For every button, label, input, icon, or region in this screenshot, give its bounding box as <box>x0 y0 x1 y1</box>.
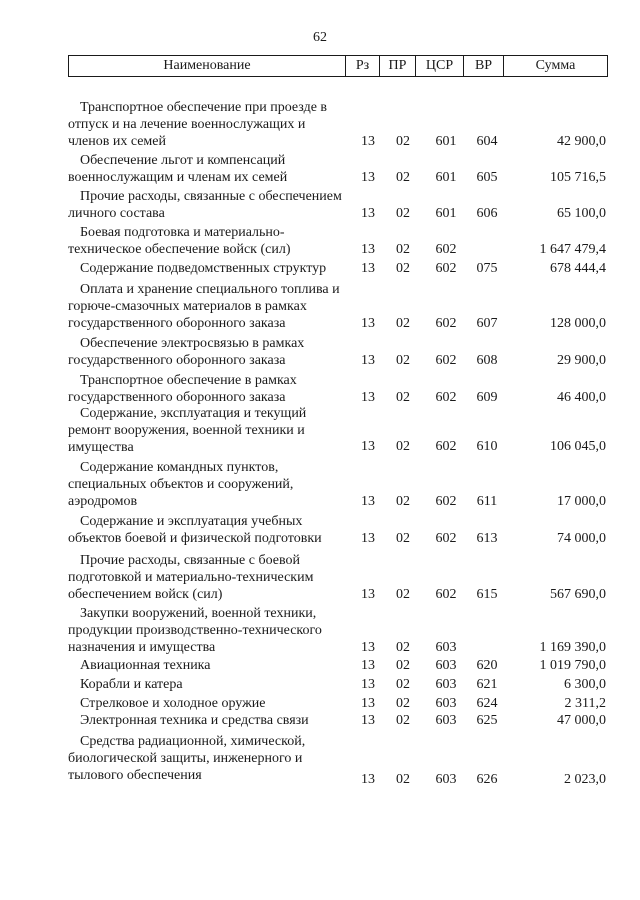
row-csr: 602 <box>435 261 457 276</box>
row-name: Транспортное обеспечение при проезде в отпуск и на лечение военнослужащих и членов их семей <box>68 100 328 149</box>
row-rz: 13 <box>361 316 375 331</box>
row-vr: 075 <box>476 261 498 276</box>
row-pr: 02 <box>396 316 410 331</box>
row-sum: 2 311,2 <box>564 696 606 711</box>
row-vr: 611 <box>476 494 498 509</box>
row-csr: 603 <box>435 696 457 711</box>
row-vr: 625 <box>476 713 498 728</box>
row-vr: 613 <box>476 531 498 546</box>
row-vr: 615 <box>476 587 498 602</box>
row-pr: 02 <box>396 242 410 257</box>
row-csr: 601 <box>435 134 457 149</box>
row-vr: 620 <box>476 658 498 673</box>
row-pr: 02 <box>396 494 410 509</box>
row-csr: 602 <box>435 494 457 509</box>
row-vr: 607 <box>476 316 498 331</box>
row-name: Средства радиационной, химической, биологической защиты, инженерного и тылового обеспечения <box>68 734 306 783</box>
row-rz: 13 <box>361 658 375 673</box>
row-sum: 42 900,0 <box>557 134 606 149</box>
row-pr: 02 <box>396 640 410 655</box>
row-sum: 1 019 790,0 <box>539 658 606 673</box>
row-csr: 601 <box>435 206 457 221</box>
row-name: Электронная техника и средства связи <box>80 713 309 728</box>
row-csr: 602 <box>435 390 457 405</box>
row-sum: 29 900,0 <box>557 353 606 368</box>
row-csr: 602 <box>435 531 457 546</box>
row-name: Боевая подготовка и материально-техническое обеспечение войск (сил) <box>68 225 291 257</box>
page-number: 62 <box>313 30 327 45</box>
row-pr: 02 <box>396 134 410 149</box>
row-pr: 02 <box>396 261 410 276</box>
row-vr: 608 <box>476 353 498 368</box>
row-name: Содержание, эксплуатация и текущий ремонт вооружения, военной техники и имущества <box>68 406 307 455</box>
row-sum: 678 444,4 <box>550 261 606 276</box>
row-name: Прочие расходы, связанные с боевой подготовкой и материально-техническим обеспечением войск (сил) <box>68 553 314 602</box>
row-pr: 02 <box>396 713 410 728</box>
column-header-vr: ВР <box>463 56 503 76</box>
row-csr: 602 <box>435 316 457 331</box>
row-sum: 567 690,0 <box>550 587 606 602</box>
row-vr: 621 <box>476 677 498 692</box>
row-rz: 13 <box>361 134 375 149</box>
row-pr: 02 <box>396 170 410 185</box>
row-pr: 02 <box>396 772 410 787</box>
row-csr: 603 <box>435 677 457 692</box>
row-name: Стрелковое и холодное оружие <box>80 696 266 711</box>
row-name: Обеспечение льгот и компенсаций военнослужащим и членам их семей <box>68 153 288 185</box>
row-vr: 610 <box>476 439 498 454</box>
row-sum: 46 400,0 <box>557 390 606 405</box>
row-pr: 02 <box>396 206 410 221</box>
row-vr: 606 <box>476 206 498 221</box>
row-sum: 74 000,0 <box>557 531 606 546</box>
row-csr: 603 <box>435 658 457 673</box>
row-pr: 02 <box>396 531 410 546</box>
column-header-sum: Сумма <box>503 56 607 76</box>
row-rz: 13 <box>361 696 375 711</box>
row-sum: 65 100,0 <box>557 206 606 221</box>
row-pr: 02 <box>396 677 410 692</box>
row-rz: 13 <box>361 713 375 728</box>
row-rz: 13 <box>361 390 375 405</box>
row-sum: 1 647 479,4 <box>539 242 606 257</box>
row-name: Оплата и хранение специального топлива и горюче-смазочных материалов в рамках государственного оборонного заказа <box>68 282 340 331</box>
row-pr: 02 <box>396 696 410 711</box>
row-pr: 02 <box>396 658 410 673</box>
row-name: Корабли и катера <box>80 677 183 692</box>
row-name: Обеспечение электросвязью в рамках государственного оборонного заказа <box>68 336 305 368</box>
row-csr: 602 <box>435 353 457 368</box>
row-rz: 13 <box>361 677 375 692</box>
row-csr: 602 <box>435 439 457 454</box>
row-rz: 13 <box>361 242 375 257</box>
row-pr: 02 <box>396 353 410 368</box>
row-rz: 13 <box>361 587 375 602</box>
row-rz: 13 <box>361 261 375 276</box>
row-vr: 609 <box>476 390 498 405</box>
row-csr: 601 <box>435 170 457 185</box>
row-name: Содержание командных пунктов, специальных объектов и сооружений, аэродромов <box>68 460 294 509</box>
column-header-rz: Рз <box>345 56 379 76</box>
row-sum: 106 045,0 <box>550 439 606 454</box>
table-header <box>68 55 608 77</box>
row-name: Содержание и эксплуатация учебных объектов боевой и физической подготовки <box>68 514 322 546</box>
row-pr: 02 <box>396 390 410 405</box>
row-csr: 603 <box>435 713 457 728</box>
column-header-csr: ЦСР <box>415 56 463 76</box>
row-rz: 13 <box>361 494 375 509</box>
row-rz: 13 <box>361 772 375 787</box>
row-vr: 626 <box>476 772 498 787</box>
row-csr: 602 <box>435 242 457 257</box>
row-sum: 105 716,5 <box>550 170 606 185</box>
row-csr: 603 <box>435 772 457 787</box>
row-vr: 604 <box>476 134 498 149</box>
row-sum: 17 000,0 <box>557 494 606 509</box>
row-rz: 13 <box>361 353 375 368</box>
row-name: Прочие расходы, связанные с обеспечением личного состава <box>68 189 342 221</box>
column-header-name: Наименование <box>163 58 251 73</box>
row-sum: 47 000,0 <box>557 713 606 728</box>
row-pr: 02 <box>396 439 410 454</box>
row-rz: 13 <box>361 531 375 546</box>
row-rz: 13 <box>361 640 375 655</box>
row-rz: 13 <box>361 170 375 185</box>
row-vr: 605 <box>476 170 498 185</box>
column-header-pr: ПР <box>379 56 415 76</box>
row-name: Авиационная техника <box>80 658 211 673</box>
row-sum: 2 023,0 <box>564 772 606 787</box>
row-csr: 603 <box>435 640 457 655</box>
row-name: Закупки вооружений, военной техники, продукции производственно-технического назначения и имущества <box>68 606 322 655</box>
row-rz: 13 <box>361 439 375 454</box>
row-name: Транспортное обеспечение в рамках государственного оборонного заказа <box>68 373 297 405</box>
row-vr: 624 <box>476 696 498 711</box>
row-sum: 6 300,0 <box>564 677 606 692</box>
row-csr: 602 <box>435 587 457 602</box>
row-pr: 02 <box>396 587 410 602</box>
row-rz: 13 <box>361 206 375 221</box>
row-sum: 1 169 390,0 <box>539 640 606 655</box>
row-sum: 128 000,0 <box>550 316 606 331</box>
row-name: Содержание подведомственных структур <box>80 261 327 276</box>
